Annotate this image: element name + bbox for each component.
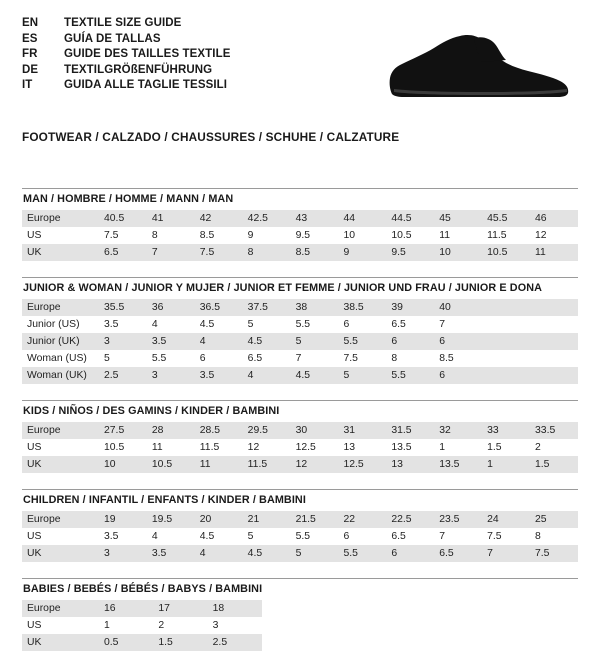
- cell: 4: [195, 545, 243, 562]
- section-title: CHILDREN / INFANTIL / ENFANTS / KINDER / BAMBINI: [23, 494, 306, 506]
- cell: 17: [153, 600, 207, 617]
- cell: 4: [151, 319, 158, 330]
- cell: 1.5: [153, 634, 207, 651]
- cell: 5.5: [338, 333, 386, 350]
- cell: 44: [338, 210, 386, 227]
- cell: 2: [535, 442, 541, 453]
- cell: 38.5: [338, 299, 386, 316]
- cell: 10: [343, 230, 356, 241]
- cell: 1.5: [530, 456, 578, 473]
- cell: 5.5: [295, 319, 311, 330]
- cell: 44.5: [386, 210, 434, 227]
- cell: [482, 299, 530, 316]
- cell: 11.5: [243, 456, 291, 473]
- language-title-list: [22, 16, 231, 94]
- cell: 12.5: [295, 442, 316, 453]
- language-row: [22, 63, 231, 79]
- cell: 38: [291, 299, 339, 316]
- cell: 22: [338, 511, 386, 528]
- row-label: US: [27, 230, 42, 241]
- cell: 8.5: [291, 244, 339, 261]
- row-label: US: [27, 620, 42, 631]
- cell: 7: [482, 545, 530, 562]
- cell: 10.5: [482, 244, 530, 261]
- language-title: GUIDE DES TAILLES TEXTILE: [64, 48, 231, 61]
- language-row: [22, 78, 231, 94]
- table-row: [22, 422, 578, 439]
- language-row: [22, 16, 231, 32]
- cell: 28.5: [195, 422, 243, 439]
- cell: 23.5: [434, 511, 482, 528]
- cell: 9.5: [386, 244, 434, 261]
- cell: 7: [147, 244, 195, 261]
- cell: 4.5: [291, 367, 339, 384]
- cell: 6.5: [434, 545, 482, 562]
- cell: 2: [158, 620, 165, 631]
- cell: [530, 299, 578, 316]
- cell: 20: [195, 511, 243, 528]
- cell: 28: [147, 422, 195, 439]
- table-row: [22, 528, 578, 545]
- cell: 4.5: [243, 545, 291, 562]
- row-label: Europe: [22, 511, 99, 528]
- cell: 8: [243, 244, 291, 261]
- cell: [482, 350, 530, 367]
- table-row: [22, 227, 578, 244]
- table-row: [22, 439, 578, 456]
- cell: 45.5: [482, 210, 530, 227]
- cell: 13: [386, 456, 434, 473]
- cell: 10.5: [147, 456, 195, 473]
- cell: 1: [482, 456, 530, 473]
- row-label: Woman (UK): [22, 367, 99, 384]
- cell: 10.5: [104, 442, 125, 453]
- section-title: BABIES / BEBÉS / BÉBÉS / BABYS / BAMBINI: [23, 583, 263, 595]
- document-header: [22, 16, 578, 116]
- cell: 29.5: [243, 422, 291, 439]
- cell: 40: [434, 299, 482, 316]
- cell: 3: [147, 367, 195, 384]
- cell: 11: [195, 456, 243, 473]
- cell: 8.5: [439, 353, 454, 364]
- cell: 7.5: [343, 353, 358, 364]
- language-code: EN: [22, 17, 39, 29]
- cell: 7.5: [530, 545, 578, 562]
- language-row: [22, 47, 231, 63]
- cell: 19.5: [147, 511, 195, 528]
- table-row: [22, 511, 578, 528]
- cell: 5.5: [386, 367, 434, 384]
- row-label: US: [27, 442, 42, 453]
- cell: 35.5: [99, 299, 147, 316]
- cell: 5: [291, 545, 339, 562]
- row-label: UK: [22, 244, 99, 261]
- cell: 6: [386, 545, 434, 562]
- cell: 3: [99, 333, 147, 350]
- section-title: JUNIOR & WOMAN / JUNIOR Y MUJER / JUNIOR ET FEMME / JUNIOR UND FRAU / JUNIOR E DONA: [23, 282, 542, 294]
- cell: [482, 316, 530, 333]
- cell: 33.5: [530, 422, 578, 439]
- cell: 11: [151, 442, 163, 453]
- cell: 5: [247, 531, 254, 542]
- cell: 13: [343, 442, 356, 453]
- cell: 36.5: [195, 299, 243, 316]
- language-title: GUÍA DE TALLAS: [64, 32, 161, 45]
- row-label: US: [27, 531, 42, 542]
- table-row: [22, 545, 578, 562]
- language-code: FR: [22, 48, 38, 61]
- cell: 6: [343, 531, 350, 542]
- cell: 6: [199, 353, 206, 364]
- cell: 3.5: [104, 319, 119, 330]
- cell: [530, 333, 578, 350]
- section-title: MAN / HOMBRE / HOMME / MANN / MAN: [23, 193, 234, 205]
- language-code: DE: [22, 63, 39, 76]
- cell: 5: [338, 367, 386, 384]
- cell: 8: [151, 230, 158, 241]
- cell: 42.5: [243, 210, 291, 227]
- cell: 5.5: [338, 545, 386, 562]
- section-title: KIDS / NIÑOS / DES GAMINS / KINDER / BAMBINI: [23, 405, 280, 417]
- table-row: [22, 316, 578, 333]
- cell: 27.5: [99, 422, 147, 439]
- size-table-babies: [22, 600, 262, 651]
- table-row: [22, 367, 578, 384]
- cell: 6.5: [99, 244, 147, 261]
- cell: 4: [195, 333, 243, 350]
- language-code: IT: [22, 79, 33, 92]
- size-table-children: [22, 511, 578, 562]
- category-line: FOOTWEAR / CALZADO / CHAUSSURES / SCHUHE / CALZATURE: [22, 130, 400, 144]
- cell: 41: [147, 210, 195, 227]
- cell: 7.5: [487, 531, 502, 542]
- cell: 5.5: [151, 353, 167, 364]
- section-children: [22, 489, 578, 562]
- cell: 11: [530, 244, 578, 261]
- cell: 19: [99, 511, 147, 528]
- cell: 45: [434, 210, 482, 227]
- cell: 10: [99, 456, 147, 473]
- cell: 12.5: [338, 456, 386, 473]
- cell: 6.5: [247, 353, 263, 364]
- table-row: [22, 456, 578, 473]
- cell: 7: [439, 319, 446, 330]
- cell: 40.5: [99, 210, 147, 227]
- cell: 3.5: [147, 545, 195, 562]
- cell: 9: [338, 244, 386, 261]
- table-row: [22, 244, 578, 261]
- cell: [482, 333, 530, 350]
- cell: 21.5: [291, 511, 339, 528]
- cell: 4: [243, 367, 291, 384]
- section-kids: [22, 400, 578, 473]
- cell: 7.5: [104, 230, 119, 241]
- cell: 10: [434, 244, 482, 261]
- cell: 11.5: [199, 442, 220, 453]
- cell: 7.5: [195, 244, 243, 261]
- cell: [530, 367, 578, 384]
- section-man: [22, 188, 578, 261]
- cell: 1.5: [487, 442, 502, 453]
- cell: 8.5: [199, 230, 215, 241]
- size-table-kids: [22, 422, 578, 473]
- cell: 31: [338, 422, 386, 439]
- cell: 9.5: [295, 230, 311, 241]
- cell: 7: [295, 353, 302, 364]
- cell: 4.5: [199, 531, 215, 542]
- cell: 6.5: [391, 531, 406, 542]
- section-babies: [22, 578, 578, 651]
- cell: 3.5: [104, 531, 119, 542]
- cell: 16: [99, 600, 153, 617]
- cell: 8: [535, 531, 541, 542]
- cell: 5: [104, 353, 110, 364]
- cell: 39: [386, 299, 434, 316]
- cell: 32: [434, 422, 482, 439]
- cell: 9: [247, 230, 254, 241]
- language-title: TEXTILE SIZE GUIDE: [64, 17, 182, 29]
- row-label: Europe: [22, 422, 99, 439]
- language-code: ES: [22, 32, 38, 45]
- cell: 1: [104, 620, 110, 631]
- cell: 10.5: [391, 230, 412, 241]
- row-label: Junior (US): [27, 319, 80, 330]
- dress-shoe-icon: [382, 32, 572, 116]
- cell: 21: [243, 511, 291, 528]
- row-label: UK: [22, 545, 99, 562]
- cell: 2.5: [99, 367, 147, 384]
- cell: 5: [291, 333, 339, 350]
- cell: 1: [439, 442, 446, 453]
- cell: 24: [482, 511, 530, 528]
- cell: [482, 367, 530, 384]
- cell: 3.5: [195, 367, 243, 384]
- cell: 13.5: [391, 442, 412, 453]
- cell: 12: [535, 230, 547, 241]
- table-row: [22, 634, 262, 651]
- cell: 5: [247, 319, 254, 330]
- cell: 18: [208, 600, 262, 617]
- cell: 6.5: [391, 319, 406, 330]
- cell: 4.5: [199, 319, 215, 330]
- cell: 5.5: [295, 531, 311, 542]
- cell: 6: [434, 367, 482, 384]
- cell: 7: [439, 531, 446, 542]
- cell: 11: [439, 230, 451, 241]
- table-row: [22, 617, 262, 634]
- cell: 13.5: [434, 456, 482, 473]
- cell: 11.5: [487, 230, 507, 241]
- cell: 37.5: [243, 299, 291, 316]
- size-table-junior-woman: [22, 299, 578, 384]
- cell: 43: [291, 210, 339, 227]
- language-row: [22, 32, 231, 48]
- cell: 42: [195, 210, 243, 227]
- row-label: Woman (US): [27, 353, 87, 364]
- cell: 2.5: [208, 634, 262, 651]
- row-label: Junior (UK): [22, 333, 99, 350]
- cell: 12: [247, 442, 260, 453]
- section-junior-woman: [22, 277, 578, 384]
- cell: 46: [530, 210, 578, 227]
- cell: 12: [291, 456, 339, 473]
- cell: 3: [99, 545, 147, 562]
- cell: 4: [151, 531, 158, 542]
- cell: [530, 316, 578, 333]
- size-table-man: [22, 210, 578, 261]
- row-label: Europe: [22, 600, 99, 617]
- cell: 6: [386, 333, 434, 350]
- cell: 22.5: [386, 511, 434, 528]
- language-title: GUIDA ALLE TAGLIE TESSILI: [64, 79, 228, 92]
- cell: 6: [343, 319, 350, 330]
- cell: 0.5: [99, 634, 153, 651]
- row-label: Europe: [22, 210, 99, 227]
- table-row: [22, 350, 578, 367]
- cell: 4.5: [243, 333, 291, 350]
- language-title: TEXTILGRÖßENFÜHRUNG: [64, 63, 213, 76]
- row-label: UK: [22, 634, 99, 651]
- row-label: Europe: [22, 299, 99, 316]
- table-row: [22, 333, 578, 350]
- row-label: UK: [22, 456, 99, 473]
- cell: 33: [482, 422, 530, 439]
- table-row: [22, 600, 262, 617]
- cell: 36: [147, 299, 195, 316]
- cell: 6: [434, 333, 482, 350]
- table-row: [22, 299, 578, 316]
- cell: 3.5: [147, 333, 195, 350]
- cell: 31.5: [386, 422, 434, 439]
- cell: [530, 350, 578, 367]
- cell: 30: [291, 422, 339, 439]
- cell: 8: [391, 353, 398, 364]
- table-row: [22, 210, 578, 227]
- cell: 25: [530, 511, 578, 528]
- cell: 3: [212, 620, 219, 631]
